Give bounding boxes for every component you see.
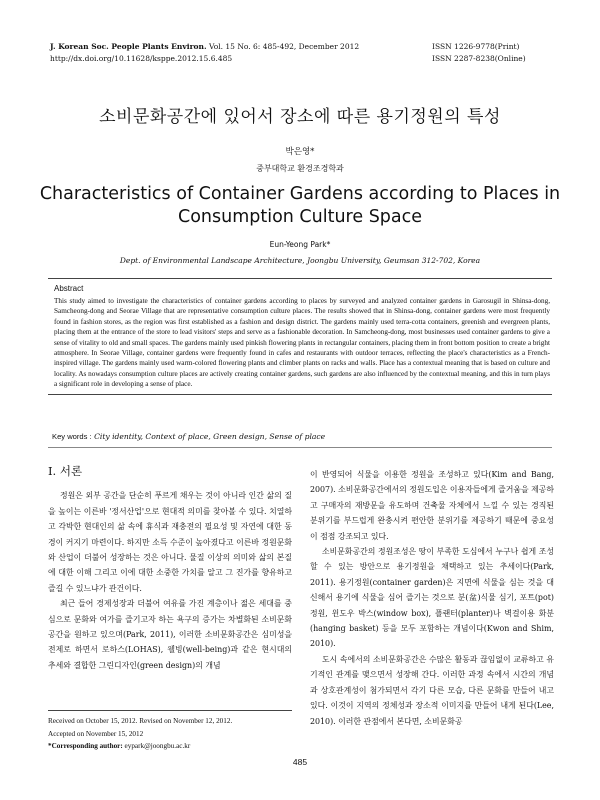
issn-block bbox=[432, 41, 552, 64]
intro-paragraph-2: 최근 들어 경제성장과 더불어 여유를 가진 계층이나 젊은 세대를 중심으로 문화와 여가를 즐기고자 하는 욕구의 증가는 차별화된 소비문화공간을 원하고 있으며(Park, 2011), 이러한 소비문화공간은 심미성을 전제로 하면서 로하스(LOHAS), 웰빙(well-being)과 같은 현시대의 추세와 결합한 그린디자인(green design)의 개념 bbox=[48, 599, 292, 670]
intro-paragraph-2-continued: 이 반영되어 식물을 이용한 정원을 조성하고 있다(Kim and Bang, 2007). 소비문화공간에서의 정원도입은 이용자들에게 즐거움을 제공하고 구매자의 재방문을 유도하며 건축물 자체에서 느낄 수 있는 경직된 분위기를 부드럽게 완충시켜 편안한 분위기를 제공하기 때문에 중요성이 점점 강조되고 있다. bbox=[310, 470, 555, 541]
accepted-date: Accepted on November 15, 2012 bbox=[48, 729, 144, 738]
journal-name: J. Korean Soc. People Plants Environ. bbox=[50, 42, 207, 51]
title-english-line2: Consumption Culture Space bbox=[177, 207, 423, 227]
doi-link[interactable]: http://dx.doi.org/10.11628/ksppe.2012.15.6.485 bbox=[50, 53, 233, 63]
author-korean: 박은영* bbox=[285, 147, 315, 157]
journal-header bbox=[50, 41, 359, 64]
intro-paragraph-4: 도시 속에서의 소비문화공간은 수많은 활동과 끊임없이 교류하고 유기적인 관계를 맺으면서 성장해 간다. 이러한 과정 속에서 시간의 개념과 상호관계성이 첨가되면서 각기 다른 모습, 다른 문화를 만들어 내고 있다. 이것이 지역의 정체성과 장소적 이미지를 만들어 내게 된다(Lee, 2010). 이러한 관점에서 본다면, 소비문화공 bbox=[310, 654, 554, 726]
intro-paragraph-1: 정원은 외부 공간을 단순히 푸르게 채우는 것이 아니라 인간 삶의 질을 높이는 이른바 '정서산업'으로 현대적 의미를 찾아볼 수 있다. 치열하고 각박한 현대인의 삶 속에 휴식과 재충전의 필요성 및 자연에 대한 동경이 커지기 마련이다. 하지만 소득 수준이 높아졌다고 이른바 정원문화와 산업이 더불어 성장하는 것은 아니다. 물질 이상의 의미와 삶의 본질에 대한 이해 그리고 이에 대한 소중한 가치를 알고 그 진가를 향유하고 즐길 수 있느냐가 관건이다. bbox=[48, 491, 292, 593]
affiliation-korean: 중부대학교 환경조경학과 bbox=[256, 164, 344, 173]
volume-info: Vol. 15 No. 6: 485-492, December 2012 bbox=[208, 42, 360, 51]
received-date: Received on October 15, 2012. Revised on November 12, 2012. bbox=[48, 717, 233, 725]
title-english bbox=[0, 183, 600, 229]
keywords-label: Key words : bbox=[52, 432, 92, 441]
corresponding-email[interactable]: eypark@joongbu.ac.kr bbox=[124, 742, 191, 750]
issn-online: ISSN 2287-8238(Online) bbox=[432, 53, 526, 63]
abstract-text: This study aimed to investigate the characteristics of container gardens according to places by surveyed and analyzed container gardens in Garosugil in Shinsa-dong, Samcheong-dong and Seorae Village that are representative consumption culture places. The results showed that in Shinsa-dong, container gardens were most frequently found in fashion stores, as the region was first established as a fashion and design district. The gardens mainly used terra-cotta containers, greenish and evergreen plants, placing them at the entrance of the store to lead visitors' steps and serve as a fashionable decoration. In Samcheong-dong, most businesses used container gardens to give a sense of vitality to old and small spaces. The gardens mainly used pinkish flowering plants in rectangular containers, placing them in front bottom position to create a bright atmosphere. In Seorae Village, container gardens were frequently found in cafes and restaurants with outdoor terraces, reflecting the place's characteristics as a French-inspired village. The gardens mainly used warm-colored flowering plants and climber plants on racks and walls. Place has a contextual meaning that is based on culture and locality. As nowadays consumption culture places are actively creating container gardens, such gardens are also influenced by the contextual meaning, and this in turn plays a significant role in developing a sense of place. bbox=[54, 297, 550, 389]
footnote-rule bbox=[48, 710, 292, 711]
abstract-heading: Abstract bbox=[54, 284, 84, 293]
corresponding-author bbox=[48, 740, 298, 753]
title-korean: 소비문화공간에 있어서 장소에 따른 용기정원의 특성 bbox=[99, 107, 501, 127]
right-column bbox=[310, 467, 554, 729]
intro-paragraph-3: 소비문화공간의 정원조성은 땅이 부족한 도심에서 누구나 쉽게 조성할 수 있는 방안으로 용기정원을 채택하고 있는 추세이다(Park, 2011). 용기정원(container garden)은 지면에 식물을 심는 것을 대신해서 용기에 식물을 심어 즐기는 것으로 분(盆)식물 심기, 포트(pot) 정원, 윈도우 박스(window box), 플랜터(planter)나 벽걸이용 화분(hanging basket) 등을 모두 포함하는 개념이다(Kwon and Shim, 2010). bbox=[310, 547, 554, 649]
section-title: Ⅰ. 서론 bbox=[48, 464, 83, 478]
affiliation-english: Dept. of Environmental Landscape Architecture, Joongbu University, Geumsan 312-702, Korea bbox=[119, 256, 481, 265]
footnotes bbox=[48, 715, 298, 753]
page-number: 485 bbox=[292, 757, 308, 767]
abstract-box bbox=[48, 278, 552, 395]
author-english: Eun-Yeong Park* bbox=[269, 240, 331, 249]
keywords-line bbox=[52, 432, 325, 441]
left-column bbox=[48, 466, 292, 673]
corresponding-label: *Corresponding author: bbox=[48, 742, 123, 750]
keywords-value: City identity, Context of place, Green design, Sense of place bbox=[94, 432, 326, 441]
divider-rule bbox=[48, 447, 552, 448]
issn-print: ISSN 1226-9778(Print) bbox=[432, 42, 520, 51]
title-english-line1: Characteristics of Container Gardens according to Places in bbox=[39, 184, 561, 204]
